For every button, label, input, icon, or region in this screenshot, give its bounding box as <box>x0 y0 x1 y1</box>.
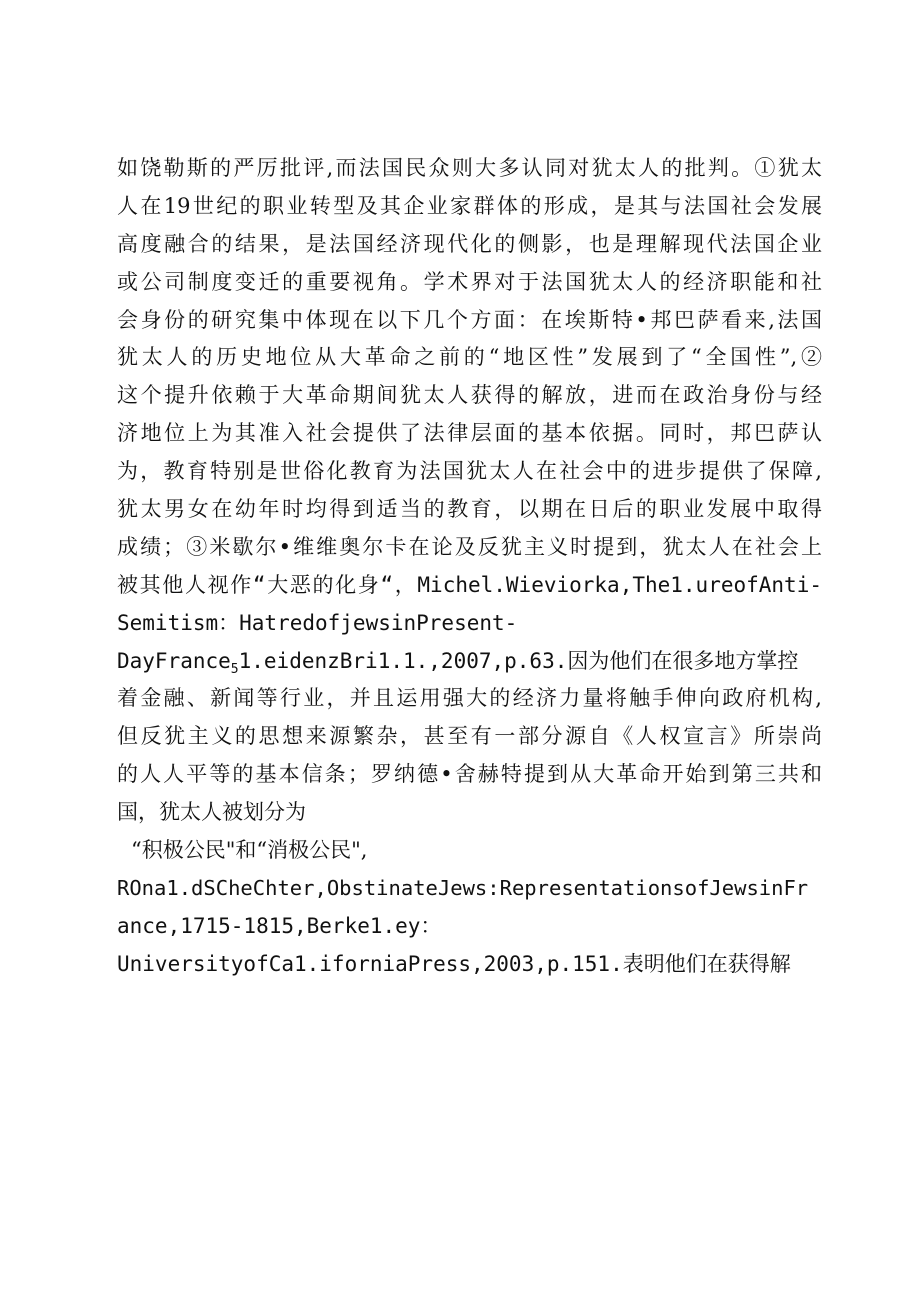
text-line-13: Semitism：HatredofjewsinPresent- <box>117 610 518 635</box>
text-line-7: 这个提升依赖于大革命期间犹太人获得的解放，进而在政治身份与经 <box>117 383 822 408</box>
text-line-22: UniversityofCa1.iforniaPress,2003,p.151.表明他们在获得解 <box>117 951 791 976</box>
text-line-12: 被其他人视作“大恶的化身“，Michel.Wieviorka,The1.ureofAnti- <box>117 572 822 597</box>
line-14-rest: 2007,p.63.因为他们在很多地方掌控 <box>440 648 799 673</box>
text-line-2: 人在19世纪的职业转型及其企业家群体的形成，是其与法国社会发展 <box>117 193 822 218</box>
text-line-20: ROna1.dSCheChter,ObstinateJews:RepresentationsofJewsinFr <box>117 875 809 900</box>
text-line-19: “积极公民"和“消极公民", <box>131 838 368 863</box>
text-line-15: 着金融、新闻等行业，并且运用强大的经济力量将触手伸向政府机构, <box>117 686 822 711</box>
text-line-3: 高度融合的结果，是法国经济现代化的侧影，也是理解现代法国企业 <box>117 231 822 256</box>
text-line-11: 成绩；③米歇尔•维维奥尔卡在论及反犹主义时提到，犹太人在社会上 <box>117 534 822 559</box>
text-line-10: 犹太男女在幼年时均得到适当的教育，以期在日后的职业发展中取得 <box>117 497 822 522</box>
text-line-8: 济地位上为其准入社会提供了法律层面的基本依据。同时，邦巴萨认 <box>117 421 822 446</box>
text-line-1: 如饶勒斯的严厉批评,而法国民众则大多认同对犹太人的批判。①犹太 <box>117 156 822 180</box>
text-line-14 <box>117 643 822 681</box>
text-line-6: 犹太人的历史地位从大革命之前的“地区性”发展到了“全国性”,② <box>117 345 822 370</box>
text-line-16: 但反犹主义的思想来源繁杂，甚至有一部分源自《人权宣言》所崇尚 <box>117 724 822 749</box>
body-text <box>117 150 822 984</box>
text-line-21: ance,1715-1815,Berke1.ey： <box>117 913 442 938</box>
text-line-9: 为，教育特别是世俗化教育为法国犹太人在社会中的进步提供了保障, <box>117 459 822 484</box>
line-14-mid: 1.eidenzBri1.1., <box>238 648 441 673</box>
text-line-18: 国，犹太人被划分为 <box>117 800 306 825</box>
line-14-prefix: DayFrance <box>117 648 231 673</box>
text-line-4: 或公司制度变迁的重要视角。学术界对于法国犹太人的经济职能和社 <box>117 269 822 294</box>
line-14-subscript: 5 <box>230 661 239 677</box>
text-line-5: 会身份的研究集中体现在以下几个方面：在埃斯特•邦巴萨看来,法国 <box>117 307 822 332</box>
text-line-17: 的人人平等的基本信条；罗纳德•舍赫特提到从大革命开始到第三共和 <box>117 762 822 787</box>
